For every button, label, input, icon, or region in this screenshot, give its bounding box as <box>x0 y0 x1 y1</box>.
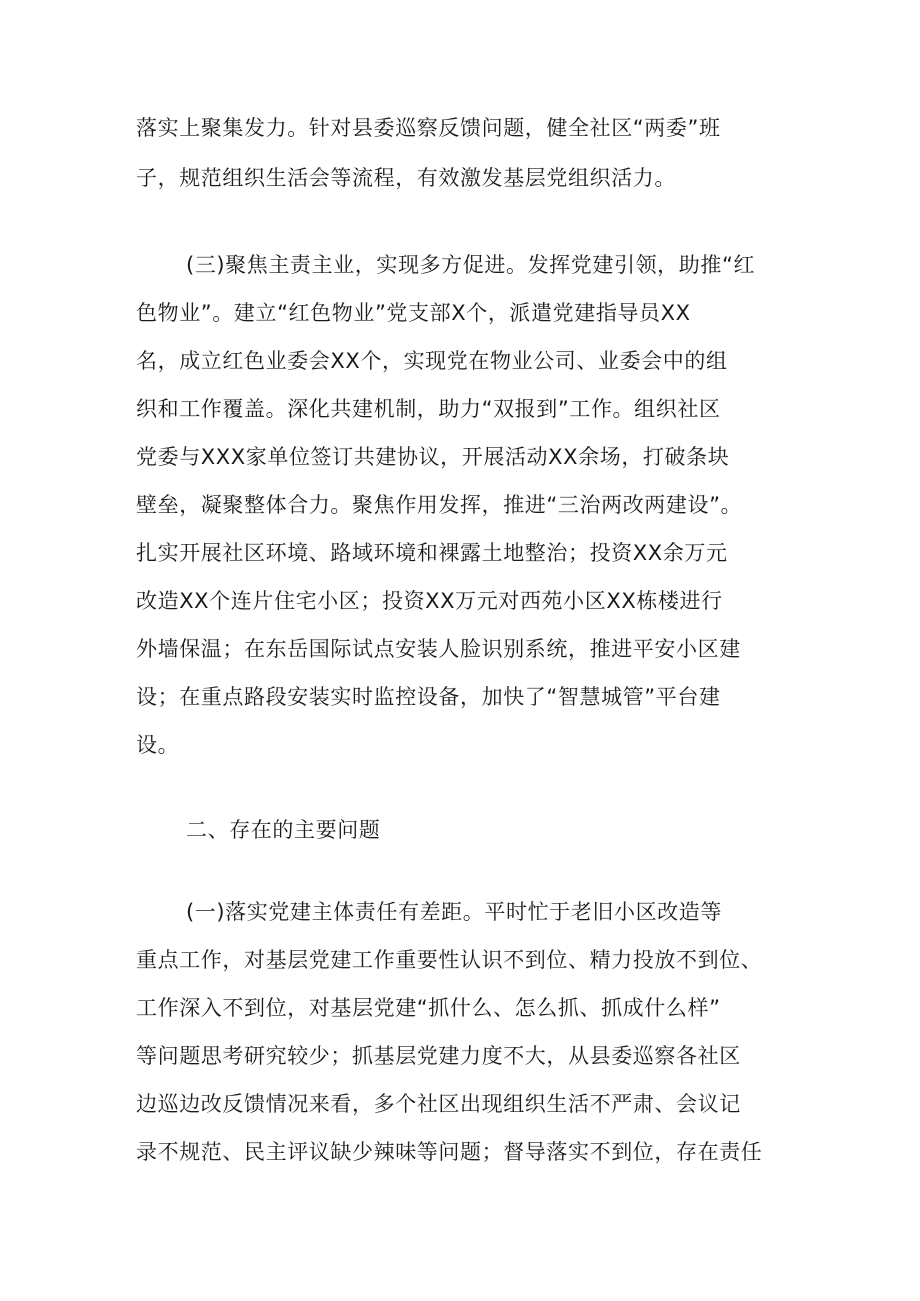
paragraph-2-line-8: 改造XX个连片住宅小区；投资XX万元对西苑小区XX栋楼进行 <box>136 589 723 613</box>
section-heading: 二、存在的主要问题 <box>186 818 381 842</box>
paragraph-2-line-11: 设。 <box>136 733 180 757</box>
paragraph-3-line-6: 录不规范、民主评议缺少辣味等问题；督导落实不到位，存在责任 <box>136 1140 763 1164</box>
paragraph-2-line-10: 设；在重点路段安装实时监控设备，加快了“智慧城管”平台建 <box>136 685 721 709</box>
paragraph-3-line-1: (一)落实党建主体责任有差距。平时忙于老旧小区改造等 <box>186 900 722 924</box>
paragraph-1-line-1: 落实上聚集发力。针对县委巡察反馈问题，健全社区“两委”班 <box>136 116 721 140</box>
paragraph-3-line-2: 重点工作，对基层党建工作重要性认识不到位、精力投放不到位、 <box>136 948 763 972</box>
paragraph-3-line-5: 边巡边改反馈情况来看，多个社区出现组织生活不严肃、会议记 <box>136 1092 741 1116</box>
paragraph-3-line-3: 工作深入不到位，对基层党建“抓什么、怎么抓、抓成什么样” <box>136 996 721 1020</box>
paragraph-2-line-9: 外墙保温；在东岳国际试点安装人脸识别系统，推进平安小区建 <box>136 637 741 661</box>
paragraph-2-line-5: 党委与XXX家单位签订共建协议，开展活动XX余场，打破条块 <box>136 445 730 469</box>
paragraph-3-line-4: 等问题思考研究较少；抓基层党建力度不大，从县委巡察各社区 <box>136 1044 741 1068</box>
paragraph-2-line-2: 色物业”。建立“红色物业”党支部X个，派遣党建指导员XX <box>136 301 691 325</box>
paragraph-2-line-1: (三)聚焦主责主业，实现多方促进。发挥党建引领，助推“红 <box>186 253 756 277</box>
paragraph-2-line-6: 壁垒，凝聚整体合力。聚焦作用发挥，推进“三治两改两建设”。 <box>136 493 743 517</box>
paragraph-1-line-2: 子，规范组织生活会等流程，有效激发基层党组织活力。 <box>136 166 676 190</box>
paragraph-2-line-3: 名，成立红色业委会XX个，实现党在物业公司、业委会中的组 <box>136 349 728 373</box>
paragraph-2-line-4: 织和工作覆盖。深化共建机制，助力“双报到”工作。组织社区 <box>136 397 721 421</box>
paragraph-2-line-7: 扎实开展社区环境、路域环境和裸露土地整治；投资XX余万元 <box>136 541 728 565</box>
